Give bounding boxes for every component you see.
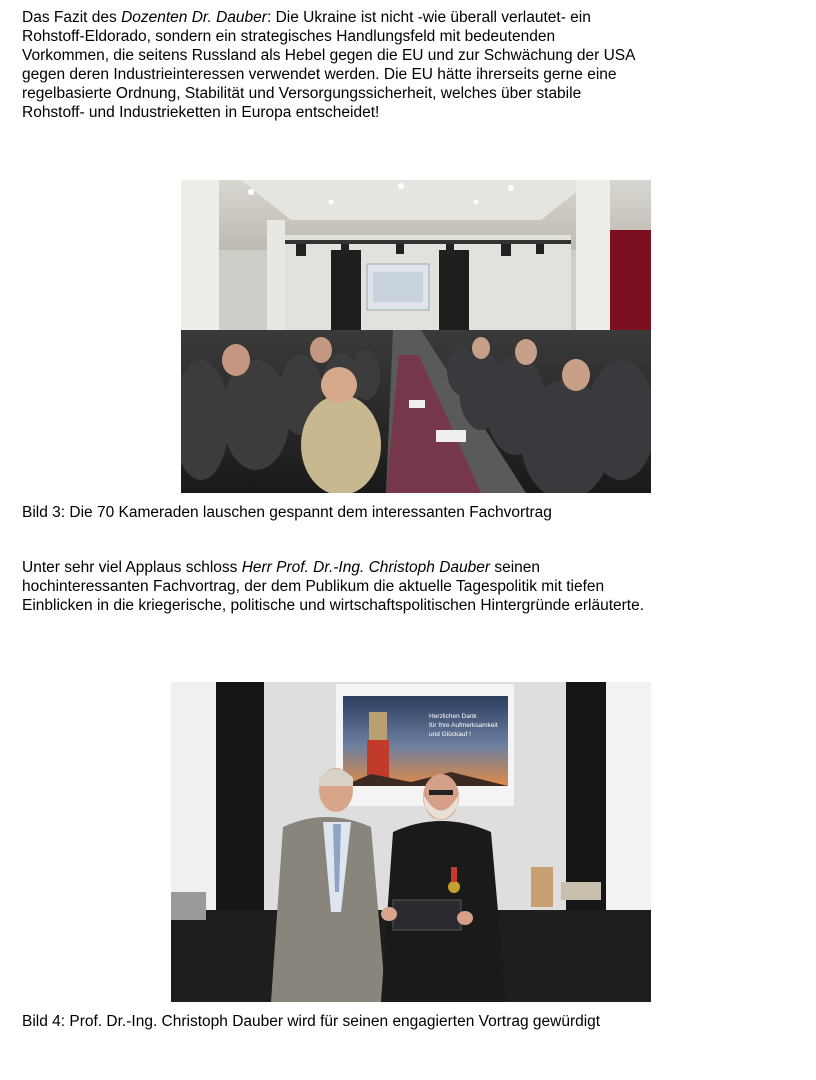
text-emphasis: Dozenten Dr. Dauber — [121, 9, 267, 26]
slide-text-line1: Herzlichen Dank — [429, 713, 477, 720]
text-line: regelbasierte Ordnung, Stabilität und Versorgungssicherheit, welches über stabile — [22, 85, 582, 102]
slide-text-line3: und Glückauf ! — [429, 731, 471, 738]
text-emphasis: Herr Prof. Dr.-Ing. Christoph Dauber — [241, 559, 491, 576]
text-line: Rohstoff-Eldorado, sondern ein strategisches Handlungsfeld mit bedeutenden — [22, 28, 556, 45]
text-line: : Die Ukraine ist nicht -wie überall verlautet- ein — [266, 9, 591, 26]
text-line: seinen — [490, 559, 541, 576]
text-lead: Unter sehr viel Applaus schloss — [22, 559, 242, 576]
caption-photo-4: Bild 4: Prof. Dr.-Ing. Christoph Dauber wird für seinen engagierten Vortrag gewürdigt — [22, 1013, 601, 1030]
paragraph-closing — [22, 558, 812, 615]
text-lead: Das Fazit des — [22, 9, 122, 26]
slide-text-line2: für Ihre Aufmerksamkeit — [429, 722, 498, 729]
photo-lecturer-honored — [171, 682, 651, 1002]
paragraph-conclusion — [22, 8, 812, 122]
text-line: Vorkommen, die seitens Russland als Hebel gegen die EU und zur Schwächung der USA — [22, 47, 636, 64]
text-line: Rohstoff- und Industrieketten in Europa entscheidet! — [22, 104, 380, 121]
photo-lecture-audience — [181, 180, 651, 493]
caption-photo-3: Bild 3: Die 70 Kameraden lauschen gespannt dem interessanten Fachvortrag — [22, 504, 552, 521]
text-line: hochinteressanten Fachvortrag, der dem Publikum die aktuelle Tagespolitik mit tiefen — [22, 578, 605, 595]
text-line: gegen deren Industrieinteressen verwendet werden. Die EU hätte ihrerseits gerne eine — [22, 66, 617, 83]
text-line: Einblicken in die kriegerische, politische und wirtschaftspolitischen Hintergründe erläuterte. — [22, 597, 645, 614]
